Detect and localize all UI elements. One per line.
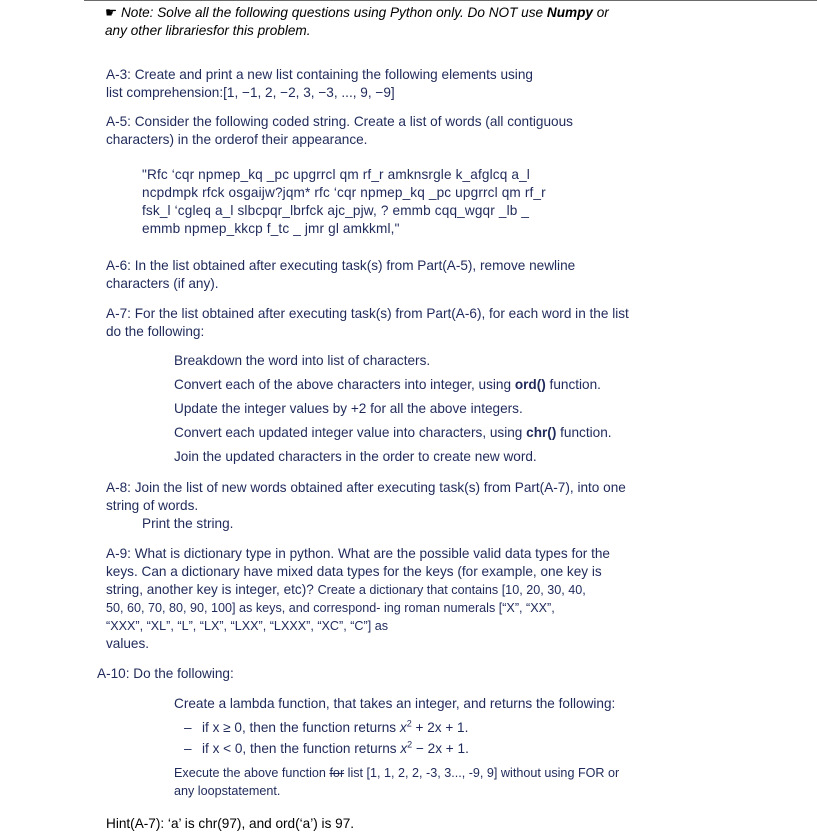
a8-line1: A-8: Join the list of new words obtained after executing task(s) from Part(A-7), into one — [106, 480, 626, 495]
hint: Hint(A-7): ‘a’ is chr(97), and ord(‘a’) is 97. — [106, 816, 355, 831]
question-a6 — [106, 257, 806, 293]
case2-expr: − 2x + 1. — [415, 741, 469, 756]
exponent: 2 — [407, 739, 413, 750]
dash-bullet: – — [184, 741, 192, 756]
a10-case2 — [174, 740, 804, 764]
question-a5 — [106, 113, 817, 149]
a9-line3-small: Create a dictionary that contains [10, 20, 30, 40, — [317, 583, 586, 597]
step2-pre: Convert each of the above characters into integer, using — [174, 377, 515, 392]
a9-line5: “XXX”, “XL”, “L”, “LX”, “LXX”, “LXXX”, “XC”, “C”] as — [106, 619, 388, 633]
a7-step — [174, 373, 612, 397]
a9-line3 — [106, 581, 817, 599]
question-a9 — [106, 545, 817, 653]
a3-line1: A-3: Create and print a new list containing the following elements using — [106, 67, 533, 82]
step4-post: function. — [556, 425, 612, 440]
a10-line1: Create a lambda function, that takes an integer, and returns the following: — [174, 696, 616, 711]
exec-pre: Execute the above function — [174, 766, 330, 780]
a9-line1: A-9: What is dictionary type in python. What are the possible valid data types for the — [106, 546, 610, 561]
a7-step: Join the updated characters in the order to create new word. — [174, 449, 537, 464]
exec-list: [1, 1, 2, 2, -3, 3..., -9, 9] — [366, 766, 498, 780]
top-rule — [84, 0, 817, 1]
a5-line1: A-5: Consider the following coded string. Create a list of words (all contiguous — [106, 114, 573, 129]
exponent: 2 — [406, 718, 412, 729]
a7-steps — [174, 349, 612, 469]
a7-line2: do the following: — [106, 324, 205, 339]
step4-pre: Convert each updated integer value into characters, using — [174, 425, 527, 440]
a10-exec — [174, 764, 804, 782]
code-line: "Rfc ‘cqr npmep_kq _pc upgrrcl qm rf_r amknsrgle k_afglcq a_l — [142, 167, 530, 182]
note — [105, 4, 795, 40]
a7-step — [174, 421, 612, 445]
a9-line6: values. — [106, 636, 150, 651]
question-a10 — [174, 695, 804, 800]
exec-post: without using FOR or — [497, 766, 620, 780]
case2-cond: if x < 0, then the function returns — [202, 741, 401, 756]
a7-line1: A-7: For the list obtained after executing task(s) from Part(A-6), for each word in the list — [106, 306, 629, 321]
note-line2: any other librariesfor this problem. — [105, 23, 311, 38]
a6-line2: characters (if any). — [106, 276, 219, 291]
question-a3 — [106, 66, 817, 102]
case1-cond: if x ≥ 0, then the function returns — [202, 720, 400, 735]
code-line: emmb npmep_kkcp f_tc _ jmr gl amkkml," — [142, 221, 400, 236]
a3-line2: list comprehension:[1, −1, 2, −2, 3, −3, ..., 9, −9] — [106, 85, 395, 100]
a8-line3: Print the string. — [142, 516, 234, 531]
question-a8 — [106, 479, 806, 533]
a10-title: A-10: Do the following: — [97, 666, 234, 681]
a6-line1: A-6: In the list obtained after executing task(s) from Part(A-5), remove newline — [106, 258, 576, 273]
pointing-hand-icon: ☛ — [105, 5, 118, 20]
a7-step: Update the integer values by +2 for all the above integers. — [174, 401, 523, 416]
step2-post: function. — [545, 377, 601, 392]
a5-line2: characters) in the orderof their appearance. — [106, 132, 368, 147]
dash-bullet: – — [184, 720, 192, 735]
code-line: fsk_l ‘cgleq a_l slbcpqr_lbrfck ajc_pjw, ? emmb cqq_wgqr _lb _ — [142, 203, 530, 218]
a9-line3-text: string, another key is integer, etc)? — [106, 582, 318, 597]
var-x: x — [399, 720, 407, 735]
a8-line2: string of words. — [106, 498, 199, 513]
ord-keyword: ord() — [514, 377, 546, 392]
note-prefix: Note: Solve all the following questions using Python only. Do NOT use — [120, 5, 547, 20]
chr-keyword: chr() — [526, 425, 557, 440]
a10-line-last: any loopstatement. — [174, 784, 281, 798]
a7-step: Breakdown the word into list of characters. — [174, 353, 431, 368]
case1-expr: + 2x + 1. — [415, 720, 469, 735]
a9-line2: keys. Can a dictionary have mixed data types for the keys (for example, one key is — [106, 564, 602, 579]
note-suffix: or — [592, 5, 609, 20]
a10-case1 — [174, 719, 804, 740]
exec-strike: for — [329, 766, 345, 780]
var-x: x — [400, 741, 408, 756]
exec-mid: list — [344, 766, 367, 780]
question-a7 — [106, 305, 817, 341]
a9-line4: 50, 60, 70, 80, 90, 100] as keys, and correspond- ing roman numerals [“X”, “XX”, — [106, 601, 555, 615]
coded-string — [142, 166, 662, 238]
code-line: ncpdmpk rfck osgaijw?jqm* rfc ‘cqr npmep_kq _pc upgrrcl qm rf_r — [142, 185, 546, 200]
note-bold: Numpy — [546, 5, 593, 20]
